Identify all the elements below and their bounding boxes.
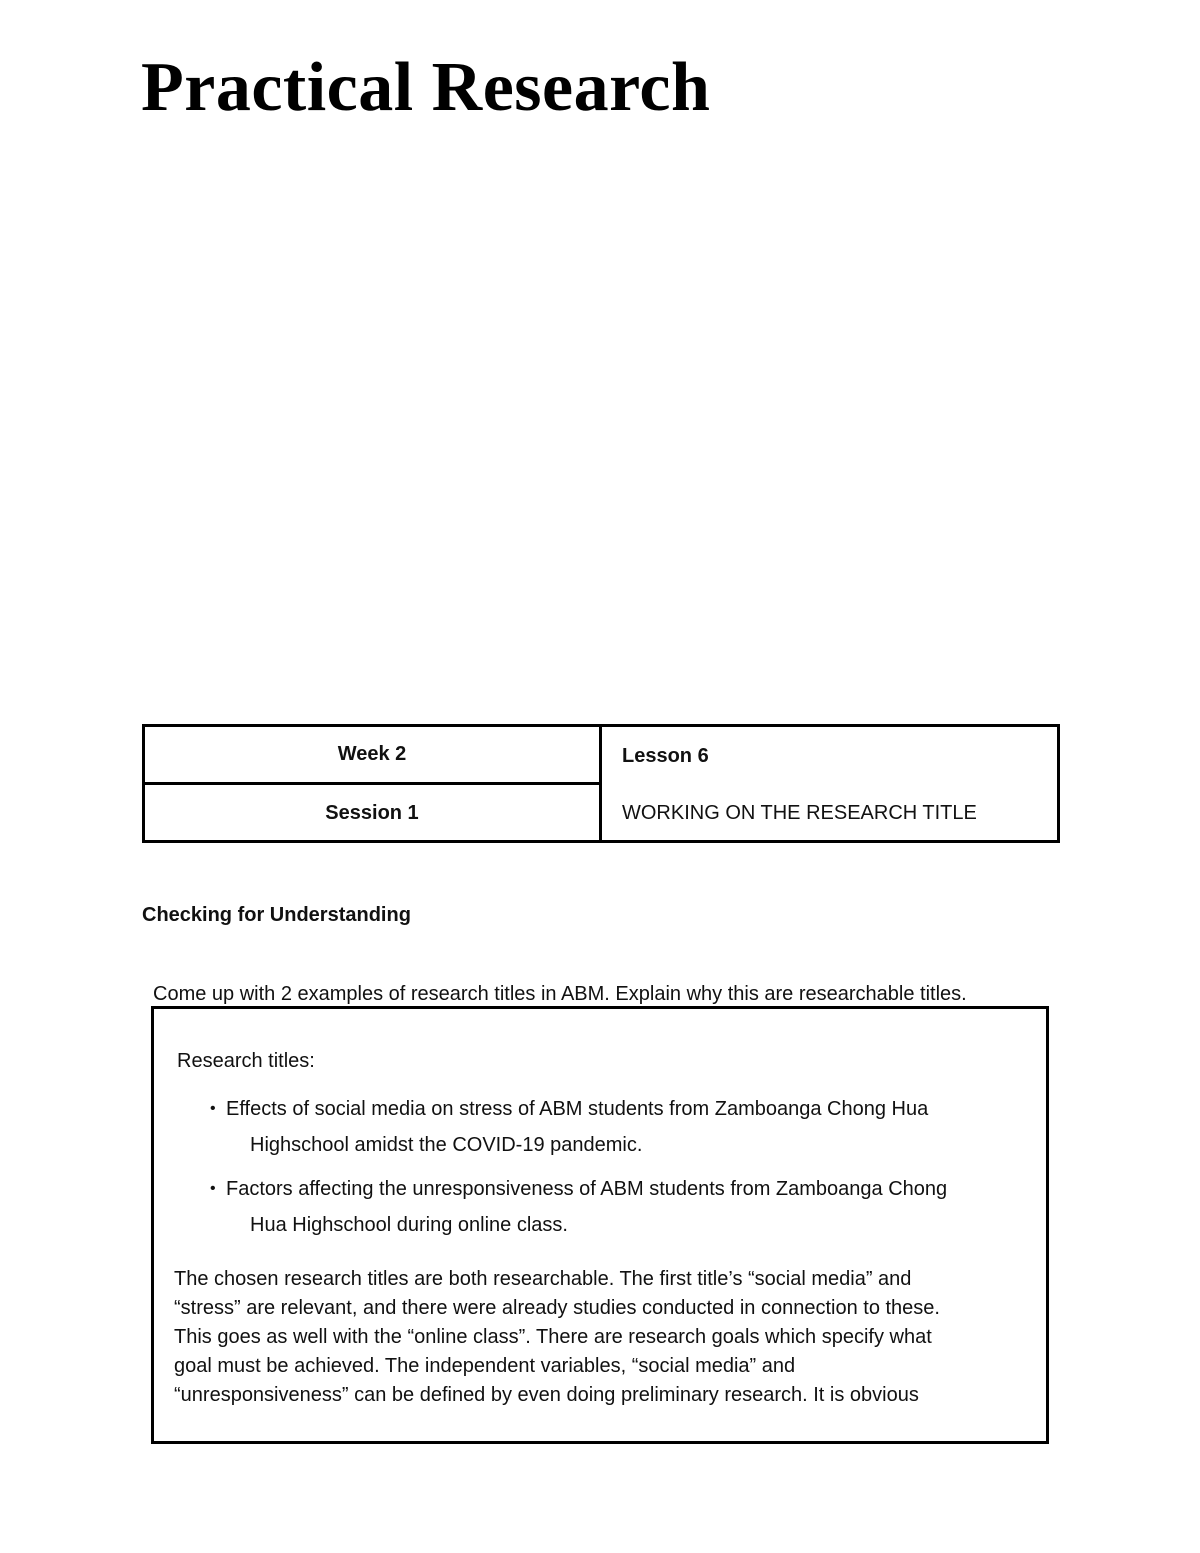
week-cell: Week 2 [145, 727, 602, 785]
explanation-line: This goes as well with the “online class”. There are research goals which specify what [174, 1326, 932, 1348]
lesson-info-table [142, 724, 1060, 843]
explanation-line: “stress” are relevant, and there were already studies conducted in connection to these. [174, 1297, 940, 1319]
bullet-icon: • [210, 1100, 216, 1117]
research-titles-list [210, 1091, 1010, 1251]
list-item [210, 1091, 1010, 1163]
title-line-continued: Hua Highschool during online class. [250, 1214, 568, 1236]
title-line: Factors affecting the unresponsiveness of ABM students from Zamboanga Chong [226, 1178, 948, 1200]
title-line-continued: Highschool amidst the COVID-19 pandemic. [250, 1134, 643, 1156]
topic-cell: WORKING ON THE RESEARCH TITLE [622, 801, 977, 824]
explanation-paragraph [174, 1265, 1024, 1410]
answer-box [151, 1006, 1049, 1444]
research-titles-label: Research titles: [177, 1050, 315, 1072]
explanation-line: The chosen research titles are both researchable. The first title’s “social media” and [174, 1268, 912, 1290]
list-item [210, 1171, 1010, 1243]
bullet-icon: • [210, 1180, 216, 1197]
session-cell: Session 1 [145, 785, 602, 841]
explanation-line: “unresponsiveness” can be defined by even doing preliminary research. It is obvious [174, 1384, 919, 1406]
section-heading: Checking for Understanding [142, 904, 411, 926]
title-line: Effects of social media on stress of ABM students from Zamboanga Chong Hua [226, 1098, 929, 1120]
lesson-cell: Lesson 6 [622, 744, 709, 767]
explanation-line: goal must be achieved. The independent variables, “social media” and [174, 1355, 796, 1377]
page-title: Practical Research [141, 49, 711, 126]
instruction-text: Come up with 2 examples of research titles in ABM. Explain why this are researchable titles. [153, 983, 967, 1005]
